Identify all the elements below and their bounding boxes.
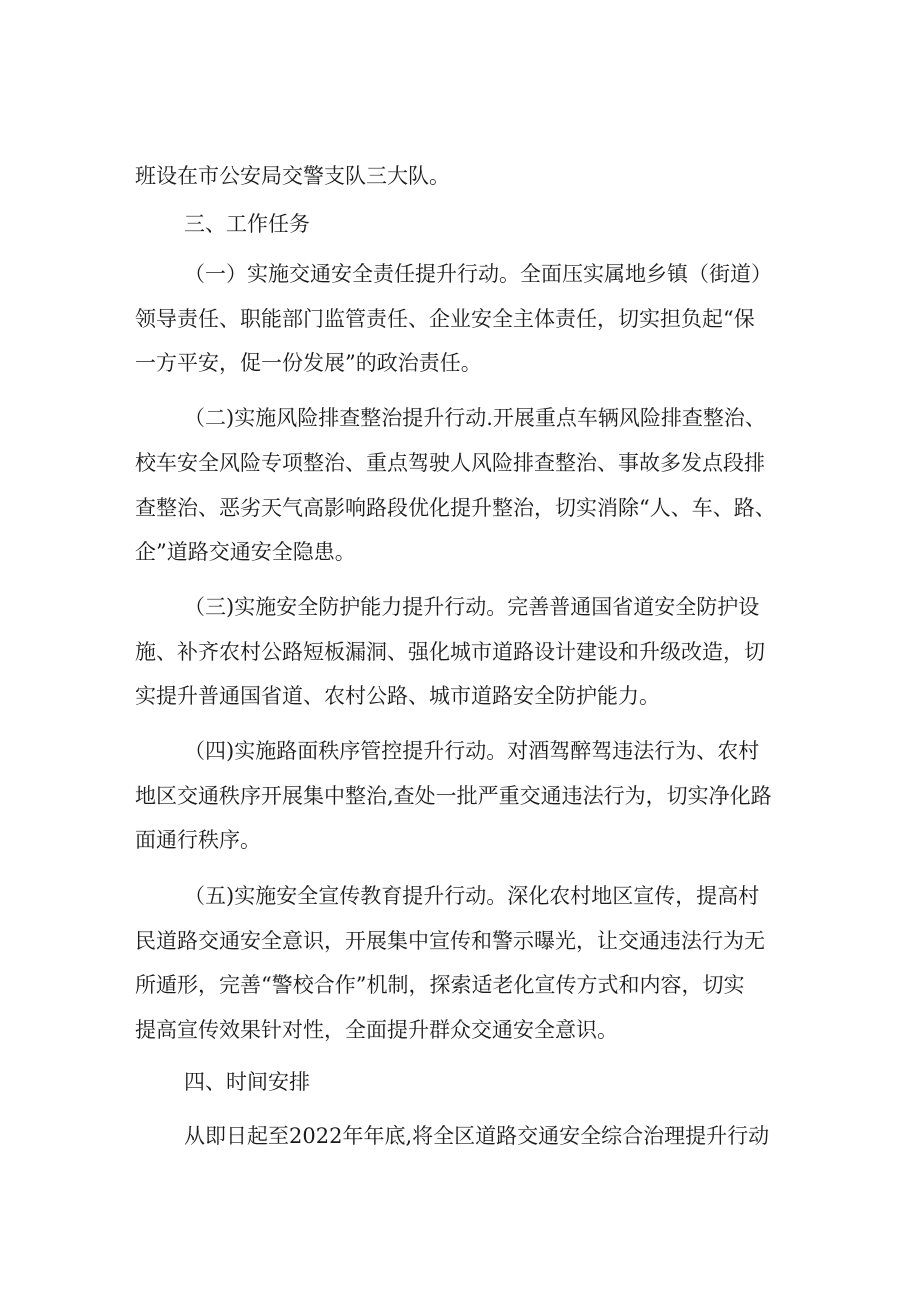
- section-heading-time-arrangement: 四、时间安排: [184, 1070, 310, 1094]
- text-line-9: 企”道路交通安全隐患。: [135, 540, 356, 564]
- text-line-1: 班设在市公安局交警支队三大队。: [135, 164, 450, 188]
- text-line-14: 地区交通秩序开展集中整治,查处一批严重交通违法行为，切实净化路: [135, 784, 772, 808]
- text-line-8: 查整治、恶劣天气高影响路段优化提升整治，切实消除“人、车、路、: [135, 496, 776, 520]
- text-line-7: 校车安全风险专项整治、重点驾驶人风险排查整治、事故多发点段排: [135, 451, 765, 475]
- text-line-17: 民道路交通安全意识，开展集中宣传和警示曝光，让交通违法行为无: [135, 929, 765, 953]
- text-line-4: 领导责任、职能部门监管责任、企业安全主体责任，切实担负起“保: [135, 307, 755, 331]
- text-line-15: 面通行秩序。: [135, 828, 261, 852]
- text-line-13: （四)实施路面秩序管控提升行动。对酒驾醉驾违法行为、农村: [184, 739, 760, 763]
- text-line-16: （五)实施安全宣传教育提升行动。深化农村地区宣传，提高村: [184, 884, 760, 908]
- text-line-21: 从即日起至2022年年底,将全区道路交通安全综合治理提升行动: [184, 1124, 770, 1148]
- text-line-5: 一方平安，促一份发展”的政治责任。: [135, 351, 482, 375]
- text-line-11: 施、补齐农村公路短板漏洞、强化城市道路设计建设和升级改造，切: [135, 640, 765, 664]
- text-line-3: （一）实施交通安全责任提升行动。全面压实属地乡镇（街道）: [184, 262, 772, 286]
- text-line-10: （三)实施安全防护能力提升行动。完善普通国省道安全防护设: [184, 595, 760, 619]
- section-heading-work-tasks: 三、工作任务: [184, 212, 310, 236]
- text-line-18: 所遁形，完善“警校合作”机制，探索适老化宣传方式和内容，切实: [135, 973, 745, 997]
- text-line-19: 提高宣传效果针对性，全面提升群众交通安全意识。: [135, 1018, 618, 1042]
- text-line-6: （二)实施风险排查整治提升行动.开展重点车辆风险排查整治、: [184, 406, 766, 430]
- text-line-12: 实提升普通国省道、农村公路、城市道路安全防护能力。: [135, 684, 660, 708]
